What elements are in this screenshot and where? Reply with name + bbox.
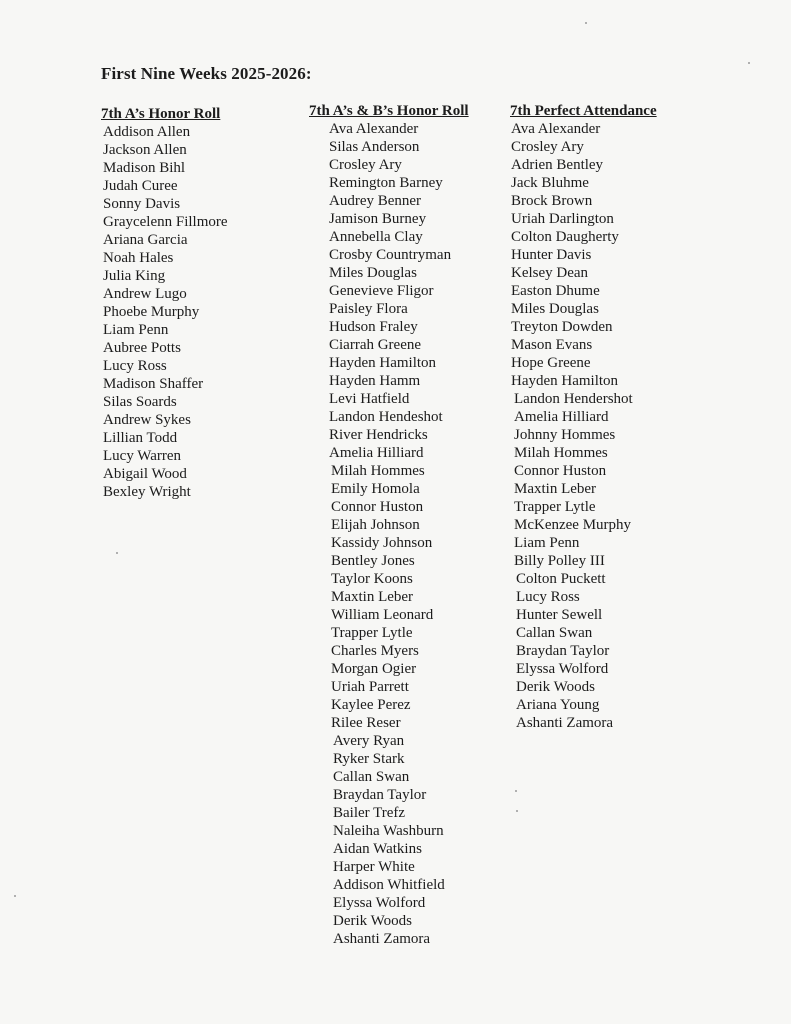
column-ab-honor-roll [309, 102, 469, 948]
list-item: Madison Shaffer [103, 376, 204, 392]
name-list [510, 120, 657, 732]
list-item: Andrew Lugo [103, 286, 187, 302]
list-item: Elyssa Wolford [516, 661, 609, 677]
list-item: Liam Penn [103, 322, 169, 338]
list-item: Milah Hommes [331, 463, 425, 479]
list-item: Braydan Taylor [516, 643, 610, 659]
list-item: Brock Brown [511, 193, 593, 209]
list-item: Lucy Ross [103, 358, 167, 374]
list-item: Colton Daugherty [511, 229, 619, 245]
column-a-honor-roll [101, 105, 228, 501]
list-item: Silas Anderson [329, 139, 420, 155]
list-item: Ryker Stark [333, 751, 405, 767]
list-item: Kelsey Dean [511, 265, 589, 281]
list-item: McKenzee Murphy [514, 517, 632, 533]
list-item: Noah Hales [103, 250, 174, 266]
list-item: Taylor Koons [331, 571, 413, 587]
list-item: Ariana Garcia [103, 232, 188, 248]
list-item: Crosby Countryman [329, 247, 452, 263]
list-item: Ashanti Zamora [516, 715, 614, 731]
list-item: Billy Polley III [514, 553, 605, 569]
list-item: Hayden Hamm [329, 373, 421, 389]
list-item: Sonny Davis [103, 196, 181, 212]
list-item: Audrey Benner [329, 193, 422, 209]
column-heading: 7th A’s & B’s Honor Roll [309, 103, 469, 119]
list-item: Trapper Lytle [514, 499, 596, 515]
list-item: Genevieve Fligor [329, 283, 434, 299]
list-item: Easton Dhume [511, 283, 600, 299]
list-item: Aubree Potts [103, 340, 181, 356]
list-item: Rilee Reser [331, 715, 401, 731]
list-item: Bentley Jones [331, 553, 415, 569]
list-item: Abigail Wood [103, 466, 187, 482]
list-item: Hayden Hamilton [511, 373, 619, 389]
column-perfect-attendance [510, 102, 657, 732]
list-item: Landon Hendeshot [329, 409, 443, 425]
list-item: Lillian Todd [103, 430, 178, 446]
scan-speck [515, 790, 517, 792]
list-item: Annebella Clay [329, 229, 423, 245]
list-item: Julia King [103, 268, 166, 284]
list-item: Bailer Trefz [333, 805, 406, 821]
list-item: Adrien Bentley [511, 157, 604, 173]
scan-speck [585, 22, 587, 24]
page-title: First Nine Weeks 2025-2026: [101, 64, 312, 83]
list-item: Naleiha Washburn [333, 823, 444, 839]
list-item: Levi Hatfield [329, 391, 410, 407]
list-item: Lucy Warren [103, 448, 182, 464]
list-item: Miles Douglas [511, 301, 599, 317]
column-heading: 7th Perfect Attendance [510, 103, 657, 119]
list-item: Morgan Ogier [331, 661, 417, 677]
scan-speck [748, 62, 750, 64]
list-item: Kaylee Perez [331, 697, 411, 713]
list-item: Silas Soards [103, 394, 177, 410]
list-item: Braydan Taylor [333, 787, 427, 803]
list-item: Ava Alexander [511, 121, 601, 137]
list-item: Hunter Davis [511, 247, 592, 263]
list-item: Ava Alexander [329, 121, 419, 137]
list-item: Miles Douglas [329, 265, 417, 281]
list-item: Aidan Watkins [333, 841, 422, 857]
list-item: Colton Puckett [516, 571, 606, 587]
list-item: Trapper Lytle [331, 625, 413, 641]
list-item: Crosley Ary [329, 157, 402, 173]
list-item: Addison Allen [103, 124, 191, 140]
list-item: Maxtin Leber [331, 589, 414, 605]
list-item: Harper White [333, 859, 415, 875]
list-item: Judah Curee [103, 178, 178, 194]
list-item: Connor Huston [514, 463, 607, 479]
list-item: Uriah Parrett [331, 679, 409, 695]
list-item: Emily Homola [331, 481, 420, 497]
list-item: Treyton Dowden [511, 319, 613, 335]
list-item: Graycelenn Fillmore [103, 214, 228, 230]
list-item: Mason Evans [511, 337, 593, 353]
list-item: Andrew Sykes [103, 412, 191, 428]
list-item: Kassidy Johnson [331, 535, 433, 551]
list-item: Amelia Hilliard [514, 409, 609, 425]
list-item: Callan Swan [333, 769, 410, 785]
list-item: Jamison Burney [329, 211, 427, 227]
column-heading: 7th A’s Honor Roll [101, 106, 221, 122]
list-item: Lucy Ross [516, 589, 580, 605]
list-item: Liam Penn [514, 535, 580, 551]
list-item: Avery Ryan [333, 733, 405, 749]
list-item: Elijah Johnson [331, 517, 420, 533]
list-item: Derik Woods [516, 679, 595, 695]
list-item: Amelia Hilliard [329, 445, 424, 461]
list-item: Ariana Young [516, 697, 600, 713]
scan-speck [116, 552, 118, 554]
scan-speck [14, 895, 16, 897]
scan-speck [516, 810, 518, 812]
list-item: Ciarrah Greene [329, 337, 422, 353]
list-item: Jackson Allen [103, 142, 187, 158]
list-item: William Leonard [331, 607, 434, 623]
list-item: Bexley Wright [103, 484, 191, 500]
list-item: Crosley Ary [511, 139, 584, 155]
list-item: Uriah Darlington [511, 211, 614, 227]
list-item: Elyssa Wolford [333, 895, 426, 911]
list-item: Derik Woods [333, 913, 412, 929]
list-item: Hunter Sewell [516, 607, 603, 623]
list-item: Hayden Hamilton [329, 355, 437, 371]
list-item: Phoebe Murphy [103, 304, 200, 320]
list-item: Hudson Fraley [329, 319, 418, 335]
list-item: Johnny Hommes [514, 427, 616, 443]
list-item: Landon Hendershot [514, 391, 633, 407]
list-item: Paisley Flora [329, 301, 408, 317]
list-item: Maxtin Leber [514, 481, 597, 497]
list-item: Hope Greene [511, 355, 591, 371]
list-item: Callan Swan [516, 625, 593, 641]
list-item: Madison Bihl [103, 160, 186, 176]
list-item: Jack Bluhme [511, 175, 589, 191]
list-item: River Hendricks [329, 427, 428, 443]
list-item: Ashanti Zamora [333, 931, 431, 947]
name-list [101, 123, 228, 501]
list-item: Addison Whitfield [333, 877, 445, 893]
list-item: Connor Huston [331, 499, 424, 515]
list-item: Milah Hommes [514, 445, 608, 461]
list-item: Charles Myers [331, 643, 419, 659]
list-item: Remington Barney [329, 175, 443, 191]
name-list [309, 120, 469, 948]
